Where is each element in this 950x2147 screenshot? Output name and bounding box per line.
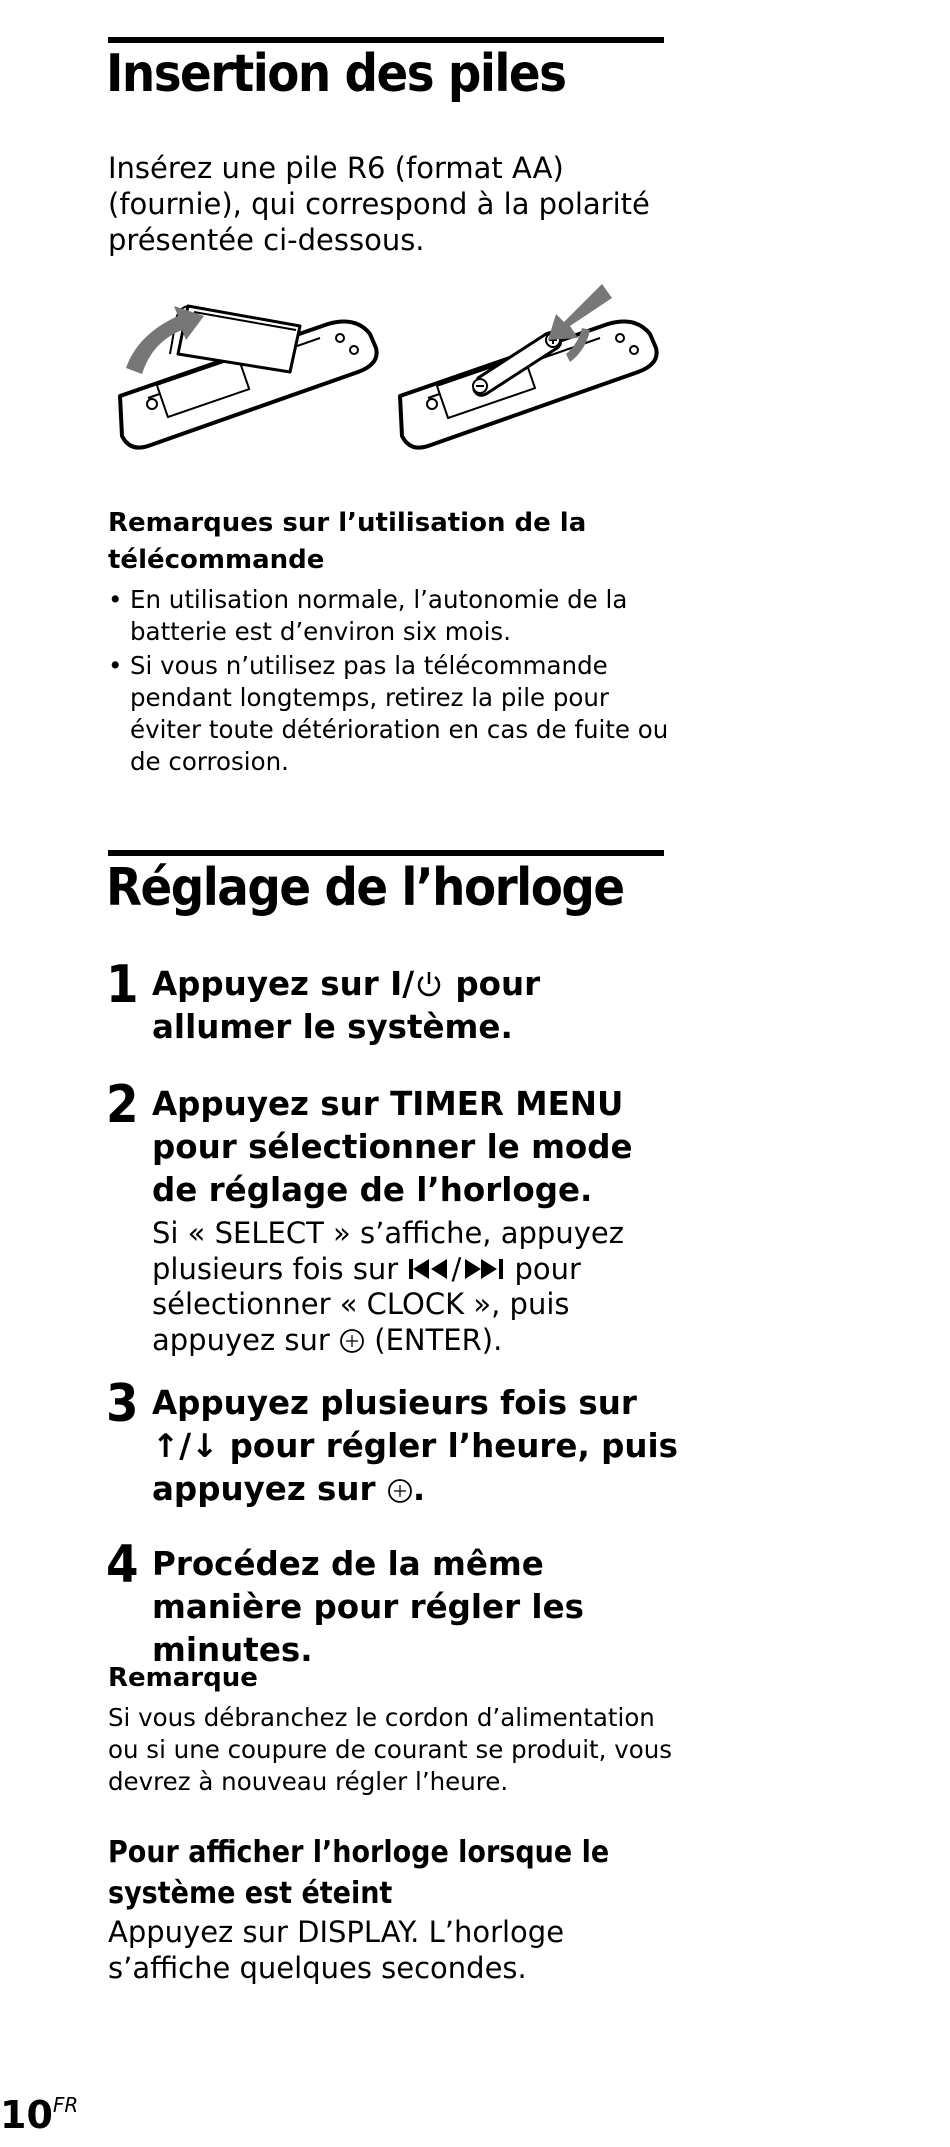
- clock-display-text: Appuyez sur DISPLAY. L’horloge s’affiche quelques secondes.: [108, 1915, 565, 1985]
- step-text: Si « SELECT » s’affiche, appuyez plusieurs fois sur: [152, 1216, 624, 1286]
- prev-track-icon: [407, 1257, 451, 1281]
- page-number-value: 10: [0, 2093, 53, 2137]
- step-title: [152, 1382, 682, 1511]
- clock-display-heading: Pour afficher l’horloge lorsque le système est éteint: [108, 1835, 610, 1911]
- note-text: En utilisation normale, l’autonomie de la batterie est d’environ six mois.: [130, 585, 628, 646]
- step-number: 1: [106, 955, 139, 1015]
- step-text: pour sélectionner « CLOCK », puis appuyez sur: [152, 1251, 581, 1357]
- next-track-icon: [461, 1257, 505, 1281]
- step-title: Procédez de la même manière pour régler les minutes.: [152, 1545, 584, 1669]
- battery-intro-text: Insérez une pile R6 (format AA) (fournie), qui correspond à la polarité présentée ci-dessous.: [108, 151, 650, 257]
- step-detail: [152, 1216, 682, 1358]
- remote-battery-illustration: [108, 276, 668, 456]
- step-text: Appuyez sur: [152, 965, 391, 1003]
- power-symbol-text: I/: [390, 965, 415, 1003]
- step-title: Appuyez sur TIMER MENU pour sélectionner le mode de réglage de l’horloge.: [152, 1085, 633, 1209]
- step-text: .: [412, 1470, 426, 1508]
- step-text: pour allumer le système.: [152, 965, 541, 1046]
- remote-notes-heading: Remarques sur l’utilisation de la télécommande: [108, 508, 587, 575]
- note-text: Si vous débranchez le cordon d’alimentation ou si une coupure de courant se produit, vous devrez à nouveau régler l’heure.: [108, 1703, 673, 1796]
- separator-text: /: [451, 1251, 462, 1286]
- list-item: [108, 584, 668, 648]
- section-title-clock: Réglage de l’horloge: [106, 858, 624, 918]
- note-text: Si vous n’utilisez pas la télécommande pendant longtemps, retirez la pile pour éviter toute détérioration en cas de fuite ou de corrosion.: [130, 651, 669, 776]
- section-rule: [108, 850, 664, 856]
- bullet-icon: •: [108, 651, 123, 680]
- step-text: Appuyez plusieurs fois sur: [152, 1384, 637, 1422]
- page-number: [0, 2082, 78, 2138]
- step-number: 4: [106, 1535, 139, 1595]
- enter-circle-icon: [387, 1478, 413, 1504]
- step-number: 2: [106, 1075, 139, 1135]
- up-down-arrows-icon: ↑/↓: [152, 1427, 219, 1465]
- page-lang: FR: [52, 2093, 79, 2117]
- power-icon: [414, 969, 444, 999]
- remote-insert-battery-drawing: [400, 322, 657, 448]
- step-text: (ENTER).: [365, 1322, 503, 1357]
- list-item: [108, 650, 668, 780]
- step-number: 3: [106, 1374, 139, 1434]
- step-title: [152, 963, 682, 1049]
- bullet-icon: •: [108, 585, 123, 614]
- section-title-batteries: Insertion des piles: [106, 44, 566, 104]
- note-heading: Remarque: [108, 1663, 258, 1693]
- step-text: pour régler l’heure, puis appuyez sur: [152, 1427, 679, 1508]
- section-rule: [108, 37, 664, 43]
- enter-circle-icon: [339, 1328, 365, 1354]
